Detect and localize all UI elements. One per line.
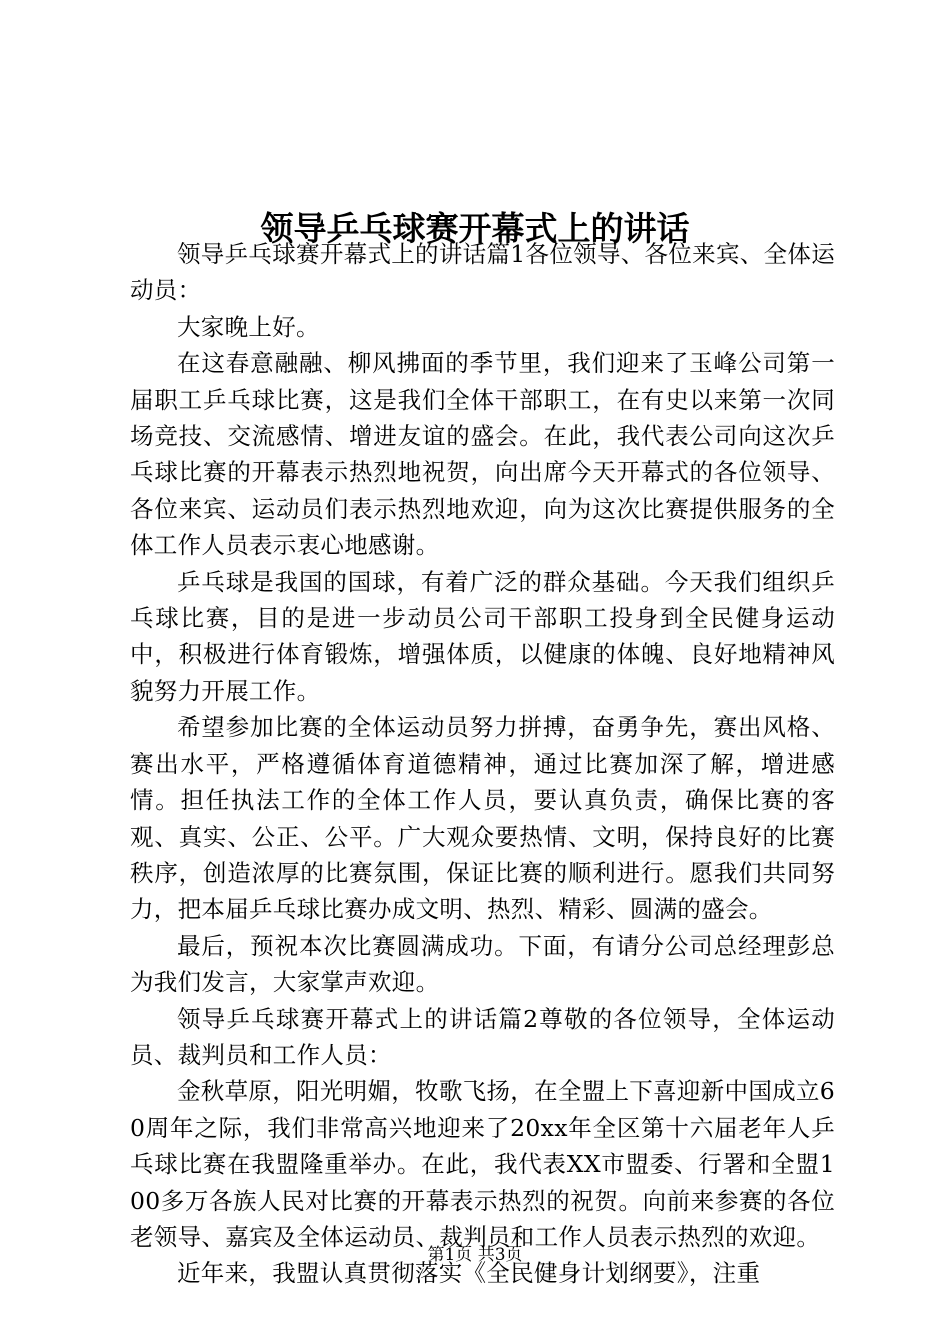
paragraph: 乒乓球是我国的国球，有着广泛的群众基础。今天我们组织乒乓球比赛，目的是进一步动员公司干部职工投身到全民健身运动中，积极进行体育锻炼，增强体质，以健康的体魄、良好地精神风貌努力开展工作。	[130, 567, 835, 705]
paragraph: 大家晚上好。	[177, 312, 320, 341]
page-footer: 第1页 共3页	[427, 1245, 523, 1265]
paragraph: 领导乒乓球赛开幕式上的讲话篇1各位领导、各位来宾、全体运动员：	[130, 240, 835, 305]
paragraph: 近年来，我盟认真贯彻落实《全民健身计划纲要》，注重	[177, 1259, 761, 1288]
document-body	[130, 236, 835, 1292]
paragraph: 希望参加比赛的全体运动员努力拼搏，奋勇争先，赛出风格、赛出水平，严格遵循体育道德精神，通过比赛加深了解，增进感情。担任执法工作的全体工作人员，要认真负责，确保比赛的客观、真实、公正、公平。广大观众要热情、文明，保持良好的比赛秩序，创造浓厚的比赛氛围，保证比赛的顺利进行。愿我们共同努力，把本届乒乓球比赛办成文明、热烈、精彩、圆满的盛会。	[130, 713, 835, 924]
paragraph: 金秋草原，阳光明媚，牧歌飞扬，在全盟上下喜迎新中国成立60周年之际，我们非常高兴地迎来了20xx年全区第十六届老年人乒乓球比赛在我盟隆重举办。在此，我代表XX市盟委、行署和全盟100多万各族人民对比赛的开幕表示热烈的祝贺。向前来参赛的各位老领导、嘉宾及全体运动员、裁判员和工作人员表示热烈的欢迎。	[130, 1077, 835, 1251]
document-title: 领导乒乓球赛开幕式上的讲话	[260, 209, 690, 249]
paragraph: 最后，预祝本次比赛圆满成功。下面，有请分公司总经理彭总为我们发言，大家掌声欢迎。	[130, 931, 835, 997]
paragraph: 领导乒乓球赛开幕式上的讲话篇2尊敬的各位领导，全体运动员、裁判员和工作人员：	[130, 1004, 835, 1069]
paragraph: 在这春意融融、柳风拂面的季节里，我们迎来了玉峰公司第一届职工乒乓球比赛，这是我们全体干部职工，在有史以来第一次同场竞技、交流感情、增进友谊的盛会。在此，我代表公司向这次乒乓球比赛的开幕表示热烈地祝贺，向出席今天开幕式的各位领导、各位来宾、运动员们表示热烈地欢迎，向为这次比赛提供服务的全体工作人员表示衷心地感谢。	[130, 349, 835, 560]
